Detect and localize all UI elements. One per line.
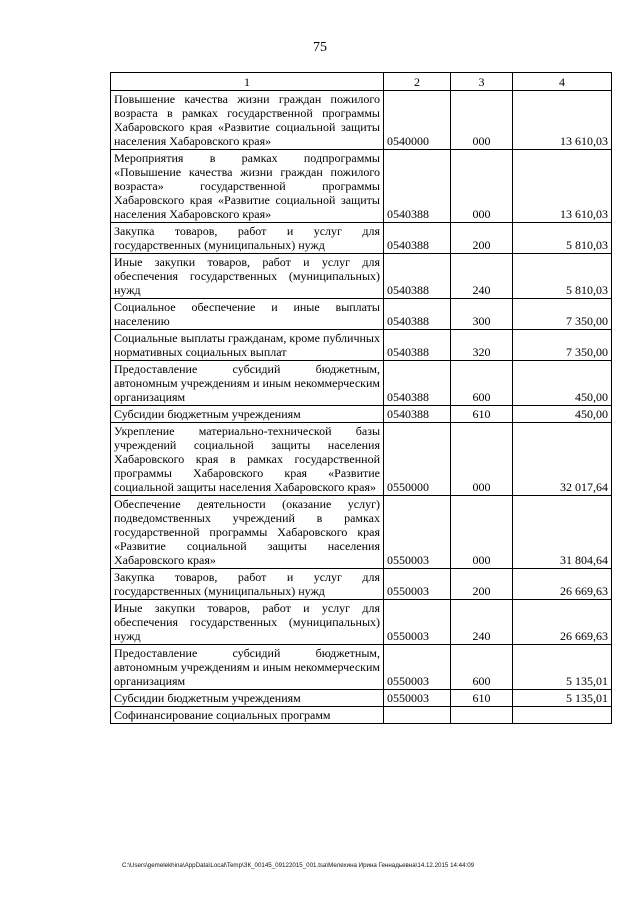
amount-cell: 13 610,03 (513, 150, 612, 223)
row-description-cell: Субсидии бюджетным учреждениям (111, 406, 384, 423)
amount-cell: 5 135,01 (513, 690, 612, 707)
row-description-cell: Закупка товаров, работ и услуг для государственных (муниципальных) нужд (111, 569, 384, 600)
row-description-cell: Социальное обеспечение и иные выплаты населению (111, 299, 384, 330)
expense-type-cell: 600 (451, 645, 513, 690)
row-description-cell: Обеспечение деятельности (оказание услуг) подведомственных учреждений в рамках государственной программы Хабаровского края «Развитие социальной защиты населения Хабаровского края» (111, 496, 384, 569)
expense-type-cell: 320 (451, 330, 513, 361)
row-description-cell: Иные закупки товаров, работ и услуг для обеспечения государственных (муниципальных) нужд (111, 254, 384, 299)
table-row (111, 600, 612, 645)
target-code-cell: 0550003 (384, 569, 451, 600)
amount-cell: 31 804,64 (513, 496, 612, 569)
table-row (111, 690, 612, 707)
table-row (111, 150, 612, 223)
amount-cell: 7 350,00 (513, 330, 612, 361)
table-row (111, 707, 612, 724)
amount-cell: 13 610,03 (513, 91, 612, 150)
target-code-cell: 0540000 (384, 91, 451, 150)
expense-type-cell: 000 (451, 496, 513, 569)
row-description-cell: Мероприятия в рамках подпрограммы «Повышение качества жизни граждан пожилого возраста» государственной программы Хабаровского края «Развитие социальной защиты населения Хабаровского края» (111, 150, 384, 223)
table-row (111, 299, 612, 330)
target-code-cell: 0540388 (384, 150, 451, 223)
table-row (111, 254, 612, 299)
expense-type-cell: 200 (451, 223, 513, 254)
amount-cell: 26 669,63 (513, 600, 612, 645)
amount-cell: 450,00 (513, 361, 612, 406)
target-code-cell: 0540388 (384, 406, 451, 423)
target-code-cell: 0540388 (384, 330, 451, 361)
table-row (111, 406, 612, 423)
expense-type-cell (451, 707, 513, 724)
target-code-cell: 0540388 (384, 254, 451, 299)
expense-type-cell: 610 (451, 406, 513, 423)
row-description-cell: Повышение качества жизни граждан пожилого возраста в рамках государственной программы Хабаровского края «Развитие социальной защиты населения Хабаровского края» (111, 91, 384, 150)
column-header: 4 (513, 73, 612, 91)
column-header: 1 (111, 73, 384, 91)
row-description-cell: Субсидии бюджетным учреждениям (111, 690, 384, 707)
expense-type-cell: 610 (451, 690, 513, 707)
table-row (111, 423, 612, 496)
amount-cell: 450,00 (513, 406, 612, 423)
amount-cell: 5 135,01 (513, 645, 612, 690)
table-row (111, 361, 612, 406)
table-row (111, 91, 612, 150)
budget-table-body (111, 73, 612, 724)
expense-type-cell: 240 (451, 600, 513, 645)
row-description-cell: Иные закупки товаров, работ и услуг для обеспечения государственных (муниципальных) нужд (111, 600, 384, 645)
amount-cell (513, 707, 612, 724)
row-description-cell: Софинансирование социальных программ (111, 707, 384, 724)
table-row (111, 496, 612, 569)
table-row (111, 330, 612, 361)
row-description-cell: Укрепление материально-технической базы учреждений социальной защиты населения Хабаровского края в рамках государственной программы Хабаровского края «Развитие социальной защиты населения Хабаровского края» (111, 423, 384, 496)
row-description-cell: Предоставление субсидий бюджетным, автономным учреждениям и иным некоммерческим организациям (111, 361, 384, 406)
row-description-cell: Закупка товаров, работ и услуг для государственных (муниципальных) нужд (111, 223, 384, 254)
expense-type-cell: 600 (451, 361, 513, 406)
expense-type-cell: 000 (451, 423, 513, 496)
column-header: 2 (384, 73, 451, 91)
table-row (111, 569, 612, 600)
amount-cell: 26 669,63 (513, 569, 612, 600)
amount-cell: 7 350,00 (513, 299, 612, 330)
target-code-cell: 0550003 (384, 600, 451, 645)
target-code-cell: 0540388 (384, 299, 451, 330)
expense-type-cell: 000 (451, 91, 513, 150)
table-header-row (111, 73, 612, 91)
page-number: 75 (313, 40, 327, 55)
target-code-cell: 0550003 (384, 690, 451, 707)
target-code-cell: 0550000 (384, 423, 451, 496)
amount-cell: 32 017,64 (513, 423, 612, 496)
table-row (111, 223, 612, 254)
target-code-cell: 0550003 (384, 645, 451, 690)
expense-type-cell: 300 (451, 299, 513, 330)
amount-cell: 5 810,03 (513, 223, 612, 254)
expense-type-cell: 240 (451, 254, 513, 299)
row-description-cell: Предоставление субсидий бюджетным, автономным учреждениям и иным некоммерческим организациям (111, 645, 384, 690)
target-code-cell: 0540388 (384, 361, 451, 406)
target-code-cell: 0540388 (384, 223, 451, 254)
row-description-cell: Социальные выплаты гражданам, кроме публичных нормативных социальных выплат (111, 330, 384, 361)
file-path-footer: C:\Users\gemelekhina\AppData\Local\Temp\ЗК_00145_09122015_001.tsa\Мелехина Ирина Геннадьевна\14.12.2015 14:44:09 (122, 862, 475, 869)
target-code-cell (384, 707, 451, 724)
table-row (111, 645, 612, 690)
budget-table (110, 72, 612, 724)
expense-type-cell: 200 (451, 569, 513, 600)
target-code-cell: 0550003 (384, 496, 451, 569)
expense-type-cell: 000 (451, 150, 513, 223)
amount-cell: 5 810,03 (513, 254, 612, 299)
column-header: 3 (451, 73, 513, 91)
